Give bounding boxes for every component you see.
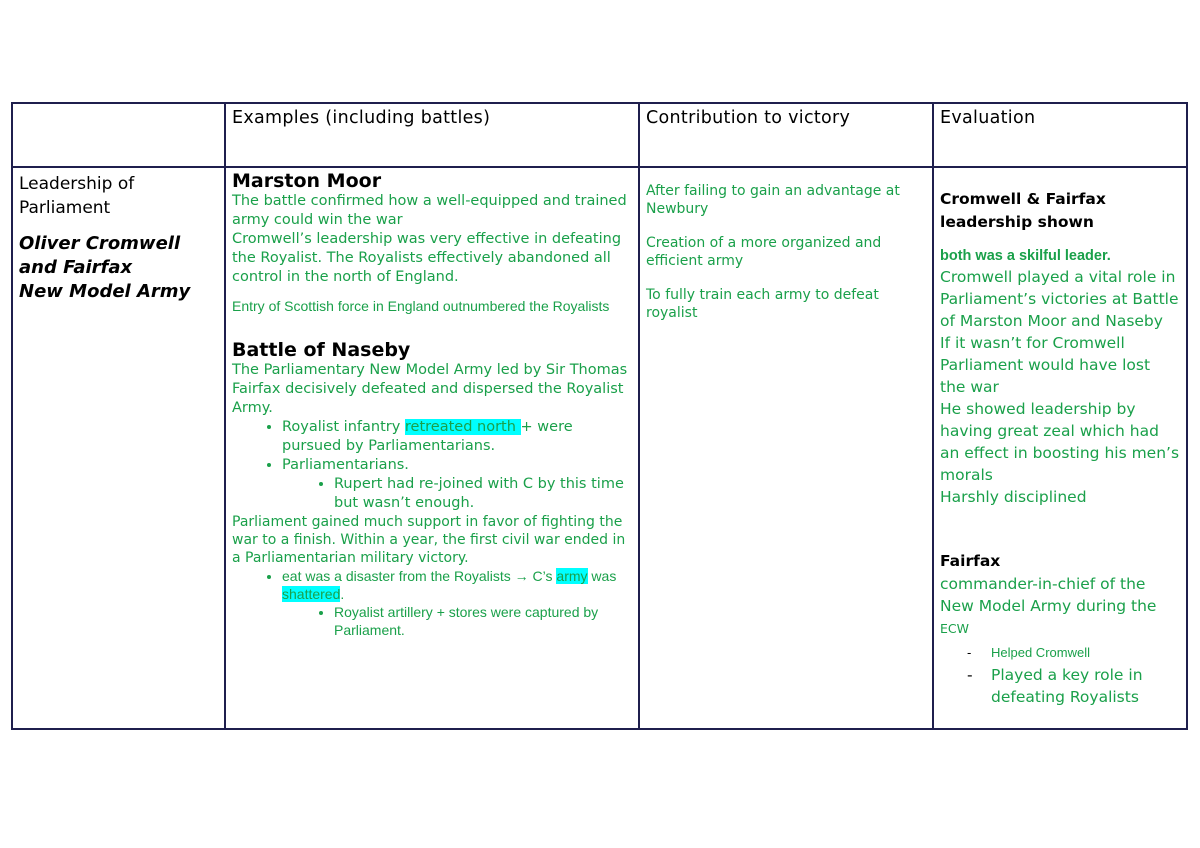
- fairfax-heading: Fairfax: [940, 552, 1001, 570]
- support-text: Parliament gained much support in favor of fighting the war to a finish. Within a year, the first civil war ended in a Parliamentarian military victory.: [232, 514, 626, 566]
- list-item: • Rupert had re-joined with C by this time but wasn’t enough.: [334, 475, 632, 513]
- scottish-text: Entry of Scottish force in England outnumbered the Royalists: [232, 298, 610, 314]
- naseby-text: The Parliamentary New Model Army led by Sir Thomas Fairfax decisively defeated and dispersed the Royalist Army.: [232, 362, 628, 416]
- bullet-text: was: [587, 568, 617, 584]
- contribution-item-1: After failing to gain an advantage at Newbury: [646, 183, 900, 217]
- leadership-cell: [12, 167, 225, 729]
- leader-name-cromwell: Oliver Cromwell: [19, 233, 181, 254]
- leadership-title: Leadership of Parliament: [19, 174, 135, 218]
- header-empty-cell: [12, 103, 225, 167]
- header-contribution: Contribution to victory: [639, 103, 933, 167]
- marston-text-2: Cromwell’s leadership was very effective in defeating the Royalist. The Royalists effectively abandoned all control in the north of England.: [232, 231, 622, 285]
- bullet-text: eat was a disaster from the Royalists → C’s: [282, 568, 557, 584]
- marston-text: The battle confirmed how a well-equipped and trained army could win the war: [232, 193, 627, 228]
- fairfax-role: commander-in-chief of the New Model Army during the: [940, 575, 1157, 615]
- leadership-table: [11, 102, 1188, 730]
- naseby-bullets: [232, 418, 632, 513]
- list-item: - Helped Cromwell: [991, 642, 1180, 664]
- marston-moor-title: Marston Moor: [232, 170, 382, 192]
- header-evaluation: Evaluation: [933, 103, 1187, 167]
- header-examples: Examples (including battles): [225, 103, 639, 167]
- highlighted-text: shattered: [282, 586, 341, 602]
- naseby-title: Battle of Naseby: [232, 339, 411, 361]
- evaluation-point-3: He showed leadership by having great zeal which had an effect in boosting his men’s morals: [940, 400, 1180, 484]
- evaluation-point-1: Cromwell played a vital role in Parliament’s victories at Battle of Marston Moor and Naseby: [940, 268, 1179, 330]
- bullet-text: Royalist infantry: [282, 419, 405, 435]
- highlighted-text: retreated north: [404, 419, 521, 435]
- list-item: • Parliamentarians.: [282, 456, 632, 475]
- list-item: [282, 418, 632, 456]
- list-item: • Royalist artillery + stores were captured by Parliament.: [334, 603, 632, 639]
- evaluation-point-4: Harshly disciplined: [940, 488, 1087, 506]
- list-item: - Played a key role in defeating Royalists: [991, 664, 1180, 708]
- leader-names: [19, 232, 218, 304]
- evaluation-cell: [933, 167, 1187, 729]
- evaluation-heading: Cromwell & Fairfax leadership shown: [940, 190, 1106, 231]
- contribution-item-2: Creation of a more organized and efficient army: [646, 235, 882, 269]
- contribution-cell: [639, 167, 933, 729]
- fairfax-text: [940, 573, 1180, 640]
- fairfax-points: [940, 642, 1180, 708]
- body-row: [12, 167, 1187, 729]
- header-row: [12, 103, 1187, 167]
- list-item: [282, 567, 632, 603]
- leader-name-fairfax: and Fairfax: [19, 257, 133, 278]
- evaluation-point-2: If it wasn’t for Cromwell Parliament would have lost the war: [940, 334, 1151, 396]
- highlighted-text: army: [556, 568, 588, 584]
- bullet-text: .: [340, 586, 345, 602]
- bullet-text: + were pursued by Parliamentarians.: [282, 419, 573, 454]
- ecw-abbr: ECW: [940, 621, 969, 636]
- examples-cell: [225, 167, 639, 729]
- contribution-item-3: To fully train each army to defeat royalist: [646, 287, 879, 321]
- defeat-bullets: [232, 567, 632, 639]
- skilful-leader-text: both was a skilful leader.: [940, 248, 1111, 264]
- leader-name-army: New Model Army: [19, 281, 191, 302]
